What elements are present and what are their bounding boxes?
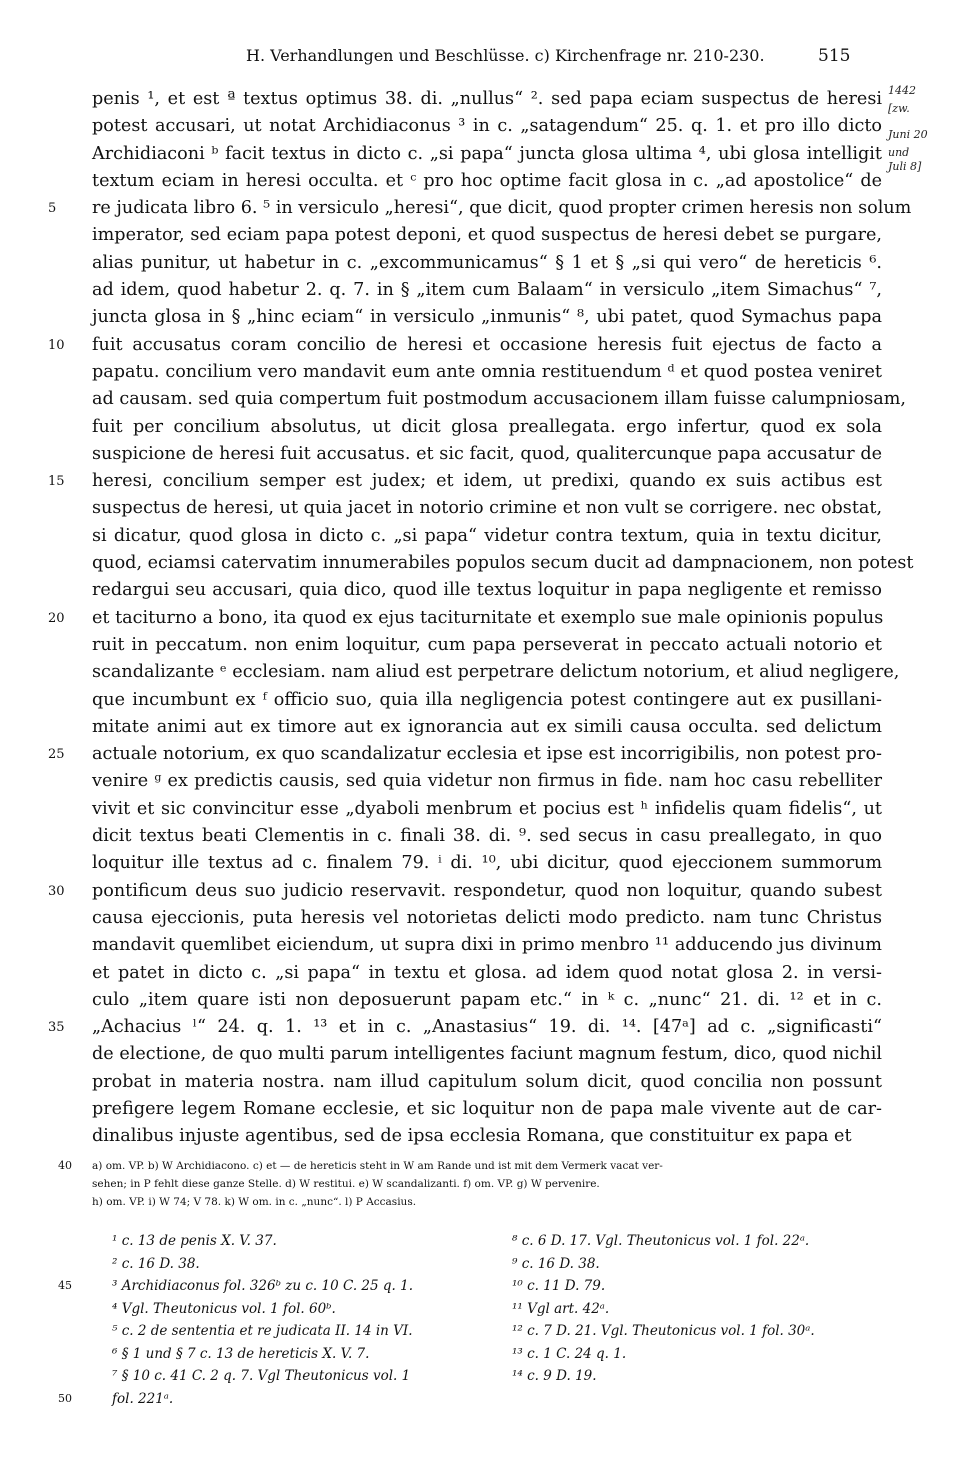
text-line (92, 932, 882, 959)
text-line (92, 1123, 882, 1150)
line-text: dinalibus injuste agentibus, sed de ipsa ecclesia Romana, que constituitur ex papa et (92, 1126, 852, 1147)
footnote-right: ¹¹ Vgl art. 42ᵃ. (512, 1300, 610, 1317)
line-text: ruit in peccatum. non enim loquitur, cum papa perseverat in peccato actuali notorio et (92, 634, 882, 655)
footnote-right: ¹² c. 7 D. 21. Vgl. Theutonicus vol. 1 fol. 30ᵃ. (512, 1323, 815, 1339)
line-text: scandalizante ᵉ ecclesiam. nam aliud est perpetrare delictum notorium, et aliud negligere, (92, 662, 900, 683)
apparatus-text: h) om. VP. i) W 74; V 78. k) W om. in c. „nunc“. l) P Accasius. (92, 1196, 417, 1208)
footnote-right: ⁹ c. 16 D. 38. (512, 1255, 600, 1272)
page-number: 515 (818, 46, 851, 66)
text-line (92, 550, 914, 577)
line-text: „Achacius ˡ“ 24. q. 1. ¹³ et in c. „Anastasius“ 19. di. ¹⁴. [47ᵃ] ad c. „significasti“ (92, 1017, 882, 1038)
line-text: penis ¹, et est ª textus optimus 38. di. „nullus“ ². sed papa eciam suspectus de heresi (92, 89, 882, 109)
footnote-right: ¹⁰ c. 11 D. 79. (512, 1278, 606, 1294)
footnote-row (58, 1388, 882, 1411)
line-text: suspicione de heresi fuit accusatus. et sic facit, quod, qualitercunque papa accusatur de (92, 443, 882, 464)
critical-apparatus (58, 1157, 882, 1211)
footnote-row (92, 1253, 882, 1276)
line-text: potest accusari, ut notat Archidiaconus ³ in c. „satagendum“ 25. q. 1. et pro illo dicto (92, 116, 882, 137)
line-text: ad causam. sed quia compertum fuit postmodum accusacionem illam fuisse calumpniosam, (92, 389, 907, 410)
text-line (92, 987, 882, 1014)
line-text: de electione, de quo multi parum intelligentes faciunt magnum festum, dico, quod nichil (92, 1044, 882, 1065)
line-text: et patet in dicto c. „si papa“ in textu et glosa. ad idem quod notat glosa 2. in versi- (92, 962, 882, 983)
line-text: textum eciam in heresi occulta. et ᶜ pro hoc optime facit glosa in c. „ad apostolice“ de (92, 170, 882, 191)
footnote-row (92, 1365, 882, 1388)
text-line (92, 414, 882, 441)
line-text: re judicata libro 6. ⁵ in versiculo „heresi“, que dicit, quod propter crimen heresis non solum (92, 198, 912, 219)
footnote-row (92, 1230, 882, 1253)
footnote-left: ² c. 16 D. 38. (112, 1255, 200, 1272)
line-text: prefigere legem Romane ecclesie, et sic loquitur non de papa male vivente aut de car- (92, 1098, 882, 1119)
margin-note-year: 1442 (888, 84, 916, 97)
text-line (92, 386, 907, 413)
line-number: 20 (48, 610, 65, 626)
text-line (92, 577, 882, 604)
margin-note-date-start: Juni 20 (888, 128, 928, 141)
text-line (92, 359, 882, 386)
line-text: Archidiaconi ᵇ facit textus in dicto c. „si papa“ juncta glosa ultima ⁴, ubi glosa intelligit (92, 143, 882, 164)
footnote-right: ¹⁴ c. 9 D. 19. (512, 1368, 597, 1384)
text-line (92, 1069, 882, 1096)
line-text: heresi, concilium semper est judex; et idem, ut predixi, quando ex suis actibus est (92, 471, 882, 492)
line-text: mitate animi aut ex timore aut ex ignorancia aut ex simili causa occulta. sed delictum (92, 716, 882, 737)
margin-note-date-end: Juli 8] (888, 160, 922, 173)
text-line (48, 468, 882, 495)
line-number: 50 (58, 1391, 72, 1405)
apparatus-text: sehen; in P fehlt diese ganze Stelle. d) W restitui. e) W scandalizanti. f) om. VP. g) W pervenire. (92, 1178, 600, 1190)
line-text: dicit textus beati Clementis in c. finali 38. di. ⁹. sed secus in casu preallegato, in quo (92, 826, 882, 847)
line-number: 10 (48, 337, 65, 353)
apparatus-line (92, 1193, 882, 1211)
apparatus-line (58, 1157, 882, 1175)
footnote-left: ⁶ § 1 und § 7 c. 13 de hereticis X. V. 7. (112, 1345, 370, 1362)
line-number: 35 (48, 1020, 65, 1036)
text-line (92, 304, 882, 331)
footnote-row (92, 1343, 882, 1366)
text-line (92, 796, 882, 823)
apparatus-line (92, 1175, 882, 1193)
footnote-left: fol. 221ᵃ. (112, 1390, 174, 1407)
line-text: si dicatur, quod glosa in dicto c. „si papa“ videtur contra textum, quia in textu dicitur, (92, 525, 882, 546)
text-line (92, 768, 882, 795)
text-line (92, 523, 882, 550)
line-number: 45 (58, 1279, 72, 1292)
text-line (92, 250, 882, 277)
text-line (92, 141, 882, 168)
footnote-left: ⁷ § 10 c. 41 C. 2 q. 7. Vgl Theutonicus vol. 1 (112, 1368, 411, 1384)
text-line (92, 277, 882, 304)
running-head: H. Verhandlungen und Beschlüsse. c) Kirchenfrage nr. 210-230. (246, 46, 765, 65)
line-text: alias punitur, ut habetur in c. „excommunicamus“ § 1 et § „si qui vero“ de hereticis ⁶. (92, 252, 882, 273)
line-number: 30 (48, 883, 65, 899)
text-line (48, 1014, 882, 1041)
footnote-right: ⁸ c. 6 D. 17. Vgl. Theutonicus vol. 1 fol. 22ᵃ. (512, 1233, 810, 1249)
text-line (92, 168, 882, 195)
line-number: 40 (58, 1159, 72, 1172)
text-line (92, 632, 882, 659)
footnote-row (92, 1320, 882, 1343)
text-line (48, 195, 912, 222)
margin-note-bracket: [zw. (888, 102, 910, 115)
line-text: culo „item quare isti non deposuerunt papam etc.“ in ᵏ c. „nunc“ 21. di. ¹² et in c. (92, 989, 882, 1010)
text-line (92, 1096, 882, 1123)
line-text: actuale notorium, ex quo scandalizatur ecclesia et ipse est incorrigibilis, non potest pro- (92, 744, 882, 765)
text-line (92, 495, 882, 522)
line-text: juncta glosa in § „hinc eciam“ in versiculo „inmunis“ ⁸, ubi patet, quod Symachus papa (92, 307, 882, 328)
footnote-left: ³ Archidiaconus fol. 326ᵇ zu c. 10 C. 25 q. 1. (112, 1278, 413, 1294)
page-header (0, 46, 960, 76)
text-line (48, 605, 884, 632)
line-number: 15 (48, 474, 65, 490)
footnote-left: ⁵ c. 2 de sententia et re judicata II. 14 in VI. (112, 1323, 413, 1339)
text-line (92, 960, 882, 987)
line-text: causa ejeccionis, puta heresis vel notorietas delicti modo predicto. nam tunc Christus (92, 907, 882, 928)
footnote-row (92, 1298, 882, 1321)
margin-note-und: und (888, 146, 910, 159)
footnote-left: ⁴ Vgl. Theutonicus vol. 1 fol. 60ᵇ. (112, 1300, 336, 1317)
line-text: pontificum deus suo judicio reservavit. respondetur, quod non loquitur, quando subest (92, 880, 882, 901)
text-line (92, 1041, 882, 1068)
line-text: que incumbunt ex ᶠ officio suo, quia illa negligencia potest contingere aut ex pusillani- (92, 689, 882, 710)
text-line (92, 823, 882, 850)
line-text: ad idem, quod habetur 2. q. 7. in § „item cum Balaam“ in versiculo „item Simachus“ ⁷, (92, 280, 882, 301)
line-text: vivit et sic convincitur esse „dyaboli menbrum et pocius est ʰ infidelis quam fidelis“, ut (92, 798, 882, 819)
line-text: venire ᵍ ex predictis causis, sed quia videtur non firmus in fide. nam hoc casu rebelliter (92, 771, 882, 792)
line-text: suspectus de heresi, ut quia jacet in notorio crimine et non vult se corrigere. nec obstat, (92, 498, 883, 519)
footnote-row (58, 1275, 882, 1298)
text-line (92, 905, 882, 932)
line-text: quod, eciamsi catervatim innumerabiles populos secum ducit ad dampnacionem, non potest (92, 553, 914, 574)
text-line (92, 850, 882, 877)
text-line (92, 222, 882, 249)
text-line (48, 332, 882, 359)
line-text: fuit accusatus coram concilio de heresi et occasione heresis fuit ejectus de facto a (92, 334, 882, 355)
text-line (48, 741, 882, 768)
line-number: 5 (48, 201, 57, 217)
line-text: redargui seu accusari, quia dico, quod ille textus loquitur in papa negligente et remisso (92, 580, 882, 601)
text-line (92, 714, 882, 741)
footnotes (58, 1230, 882, 1410)
line-text: imperator, sed eciam papa potest deponi, et quod suspectus de heresi debet se purgare, (92, 225, 882, 246)
line-text: fuit per concilium absolutus, ut dicit glosa preallegata. ergo infertur, quod ex sola (92, 416, 882, 437)
line-text: loquitur ille textus ad c. finalem 79. ⁱ di. ¹⁰, ubi dicitur, quod ejeccionem summorum (92, 853, 882, 874)
apparatus-text: a) om. VP. b) W Archidiacono. c) et — de hereticis steht in W am Rande und ist mit dem Vermerk vacat ver- (92, 1160, 663, 1172)
footnote-left: ¹ c. 13 de penis X. V. 37. (112, 1233, 277, 1249)
text-line (48, 878, 882, 905)
footnote-right: ¹³ c. 1 C. 24 q. 1. (512, 1345, 627, 1362)
line-number: 25 (48, 747, 65, 763)
text-line (92, 86, 882, 113)
text-line (92, 687, 882, 714)
line-text: mandavit quemlibet eiciendum, ut supra dixi in primo menbro ¹¹ adducendo jus divinum (92, 935, 882, 956)
line-text: probat in materia nostra. nam illud capitulum solum dicit, quod concilia non possunt (92, 1071, 882, 1092)
line-text: et taciturno a bono, ita quod ex ejus taciturnitate et exemplo sue male opinionis populus (92, 607, 884, 628)
text-line (92, 441, 882, 468)
text-line (92, 659, 900, 686)
text-line (92, 113, 882, 140)
line-text: papatu. concilium vero mandavit eum ante omnia restituendum ᵈ et quod postea veniret (92, 361, 882, 382)
